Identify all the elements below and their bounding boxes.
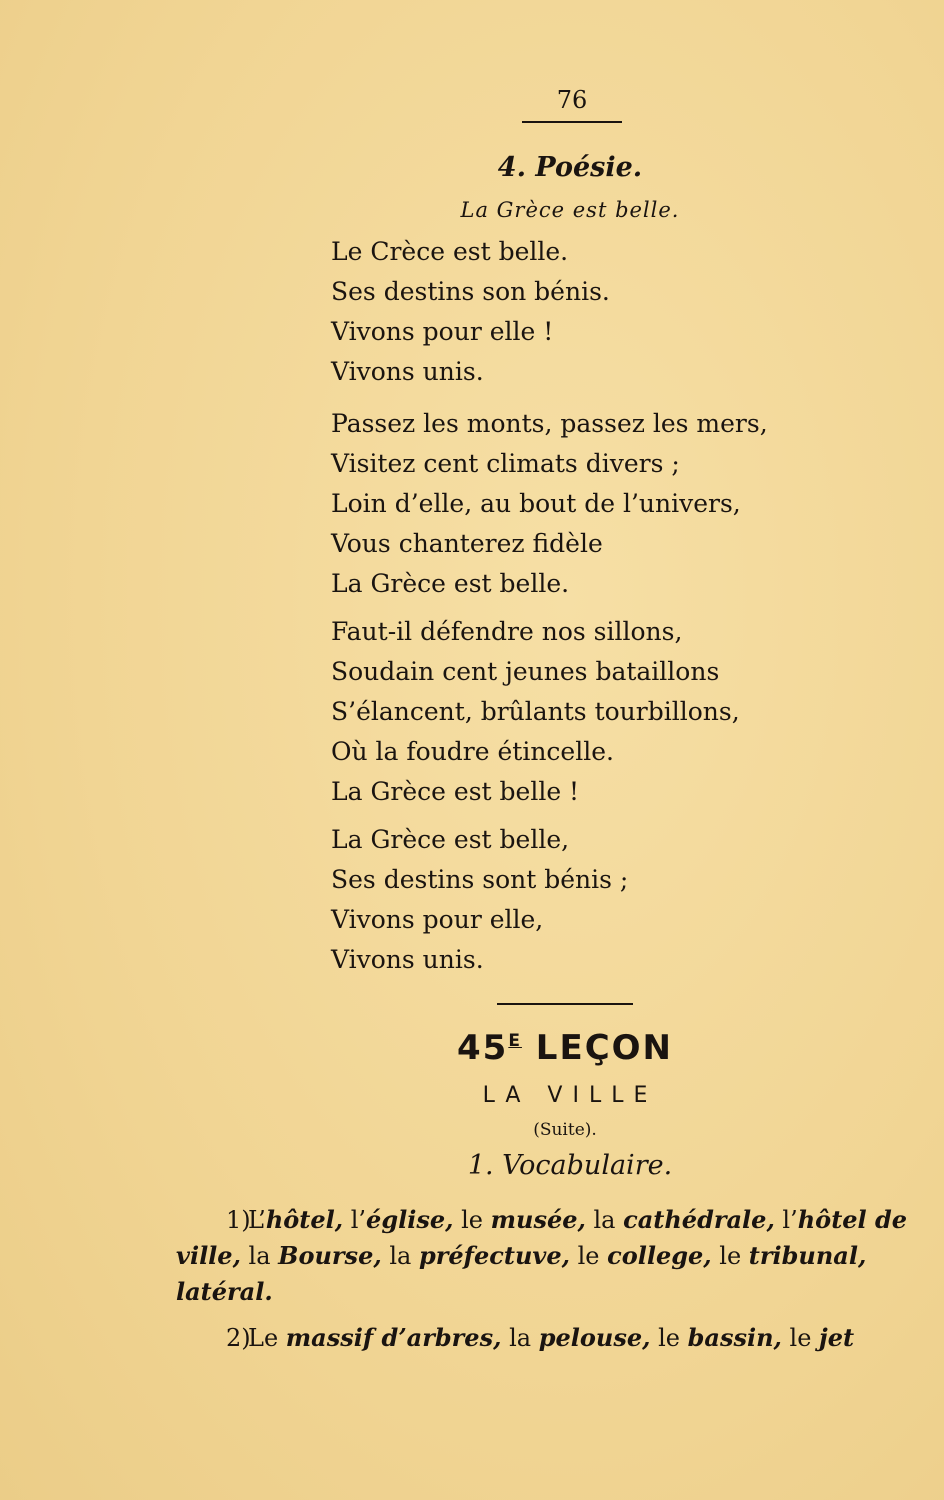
poem-line: Ses destins son bénis. (331, 277, 610, 306)
vocab-term: tribunal, latéral. (176, 1241, 867, 1306)
vocab-term: massif d’arbres, (285, 1323, 502, 1352)
poem-line: La Grèce est belle, (331, 825, 570, 854)
vocab-term: hôtel, (265, 1205, 344, 1234)
poem-line: La Grèce est belle. (331, 569, 570, 598)
vocab-term: église, (366, 1205, 454, 1234)
vocab-term: préfectuve, (418, 1241, 570, 1270)
lesson-word: LEÇON (535, 1028, 673, 1068)
section-divider (497, 1003, 633, 1005)
page-number: 76 (556, 86, 588, 114)
article: le (569, 1242, 608, 1270)
poem-line: Vivons unis. (331, 357, 484, 386)
poem-stanza (331, 820, 851, 980)
page-number-rule (522, 121, 622, 123)
item-number: 2) (226, 1324, 251, 1352)
poem-line: Passez les monts, passez les mers, (331, 409, 768, 438)
article: le (711, 1242, 749, 1270)
vocab-term: bassin, (687, 1323, 782, 1352)
lesson-number-suffix: E (508, 1031, 522, 1051)
poem-line: Le Crèce est belle. (331, 237, 569, 266)
article: le (650, 1324, 688, 1352)
poem-line: Soudain cent jeunes bataillons (331, 657, 720, 686)
poem-line: Vous chanterez fidèle (331, 529, 603, 558)
article: la (381, 1242, 419, 1270)
vocab-term: Bourse, (278, 1241, 382, 1270)
lesson-heading (330, 1028, 800, 1068)
poem-line: Vivons pour elle ! (331, 317, 554, 346)
lesson-title: LA VILLE (482, 1083, 658, 1108)
vocab-term: college, (607, 1241, 712, 1270)
vocab-term: musée, (490, 1205, 586, 1234)
lesson-number: 45 (457, 1028, 509, 1068)
article: le (781, 1324, 820, 1352)
vocabulary-heading: 1. Vocabulaire. (467, 1150, 673, 1181)
poem-stanza (331, 612, 851, 812)
item-number: 1) (226, 1206, 251, 1234)
vocabulary-item (176, 1320, 942, 1356)
section-heading: 4. Poésie. (497, 152, 643, 183)
article: la (585, 1206, 624, 1234)
article: Le (248, 1324, 286, 1352)
poem-line: Loin d’elle, au bout de l’univers, (331, 489, 741, 518)
vocab-term: cathédrale, (623, 1205, 775, 1234)
poem-line: Où la foudre étincelle. (331, 737, 614, 766)
article: la (501, 1324, 539, 1352)
vocab-term: pelouse, (538, 1323, 651, 1352)
poem-stanza (331, 232, 851, 392)
vocab-term: hôtel de ville, (176, 1205, 908, 1270)
poem-title: La Grèce est belle. (460, 198, 680, 222)
poem-line: Visitez cent climats divers ; (331, 449, 680, 478)
poem-line: Vivons unis. (331, 945, 484, 974)
vocabulary-item (176, 1202, 942, 1310)
poem-line: S’élancent, brûlants tourbillons, (331, 697, 740, 726)
article: l’ (343, 1206, 367, 1234)
poem-stanza (331, 404, 851, 604)
poem-line: Vivons pour elle, (331, 905, 544, 934)
poem-line: Faut-il défendre nos sillons, (331, 617, 683, 646)
poem-line: Ses destins sont bénis ; (331, 865, 629, 894)
poem-line: La Grèce est belle ! (331, 777, 580, 806)
article: la (240, 1242, 279, 1270)
article: L’ (248, 1206, 266, 1234)
article: le (453, 1206, 491, 1234)
vocab-term: jet (819, 1323, 855, 1352)
article: l’ (774, 1206, 798, 1234)
lesson-subtitle: (Suite). (533, 1120, 597, 1140)
